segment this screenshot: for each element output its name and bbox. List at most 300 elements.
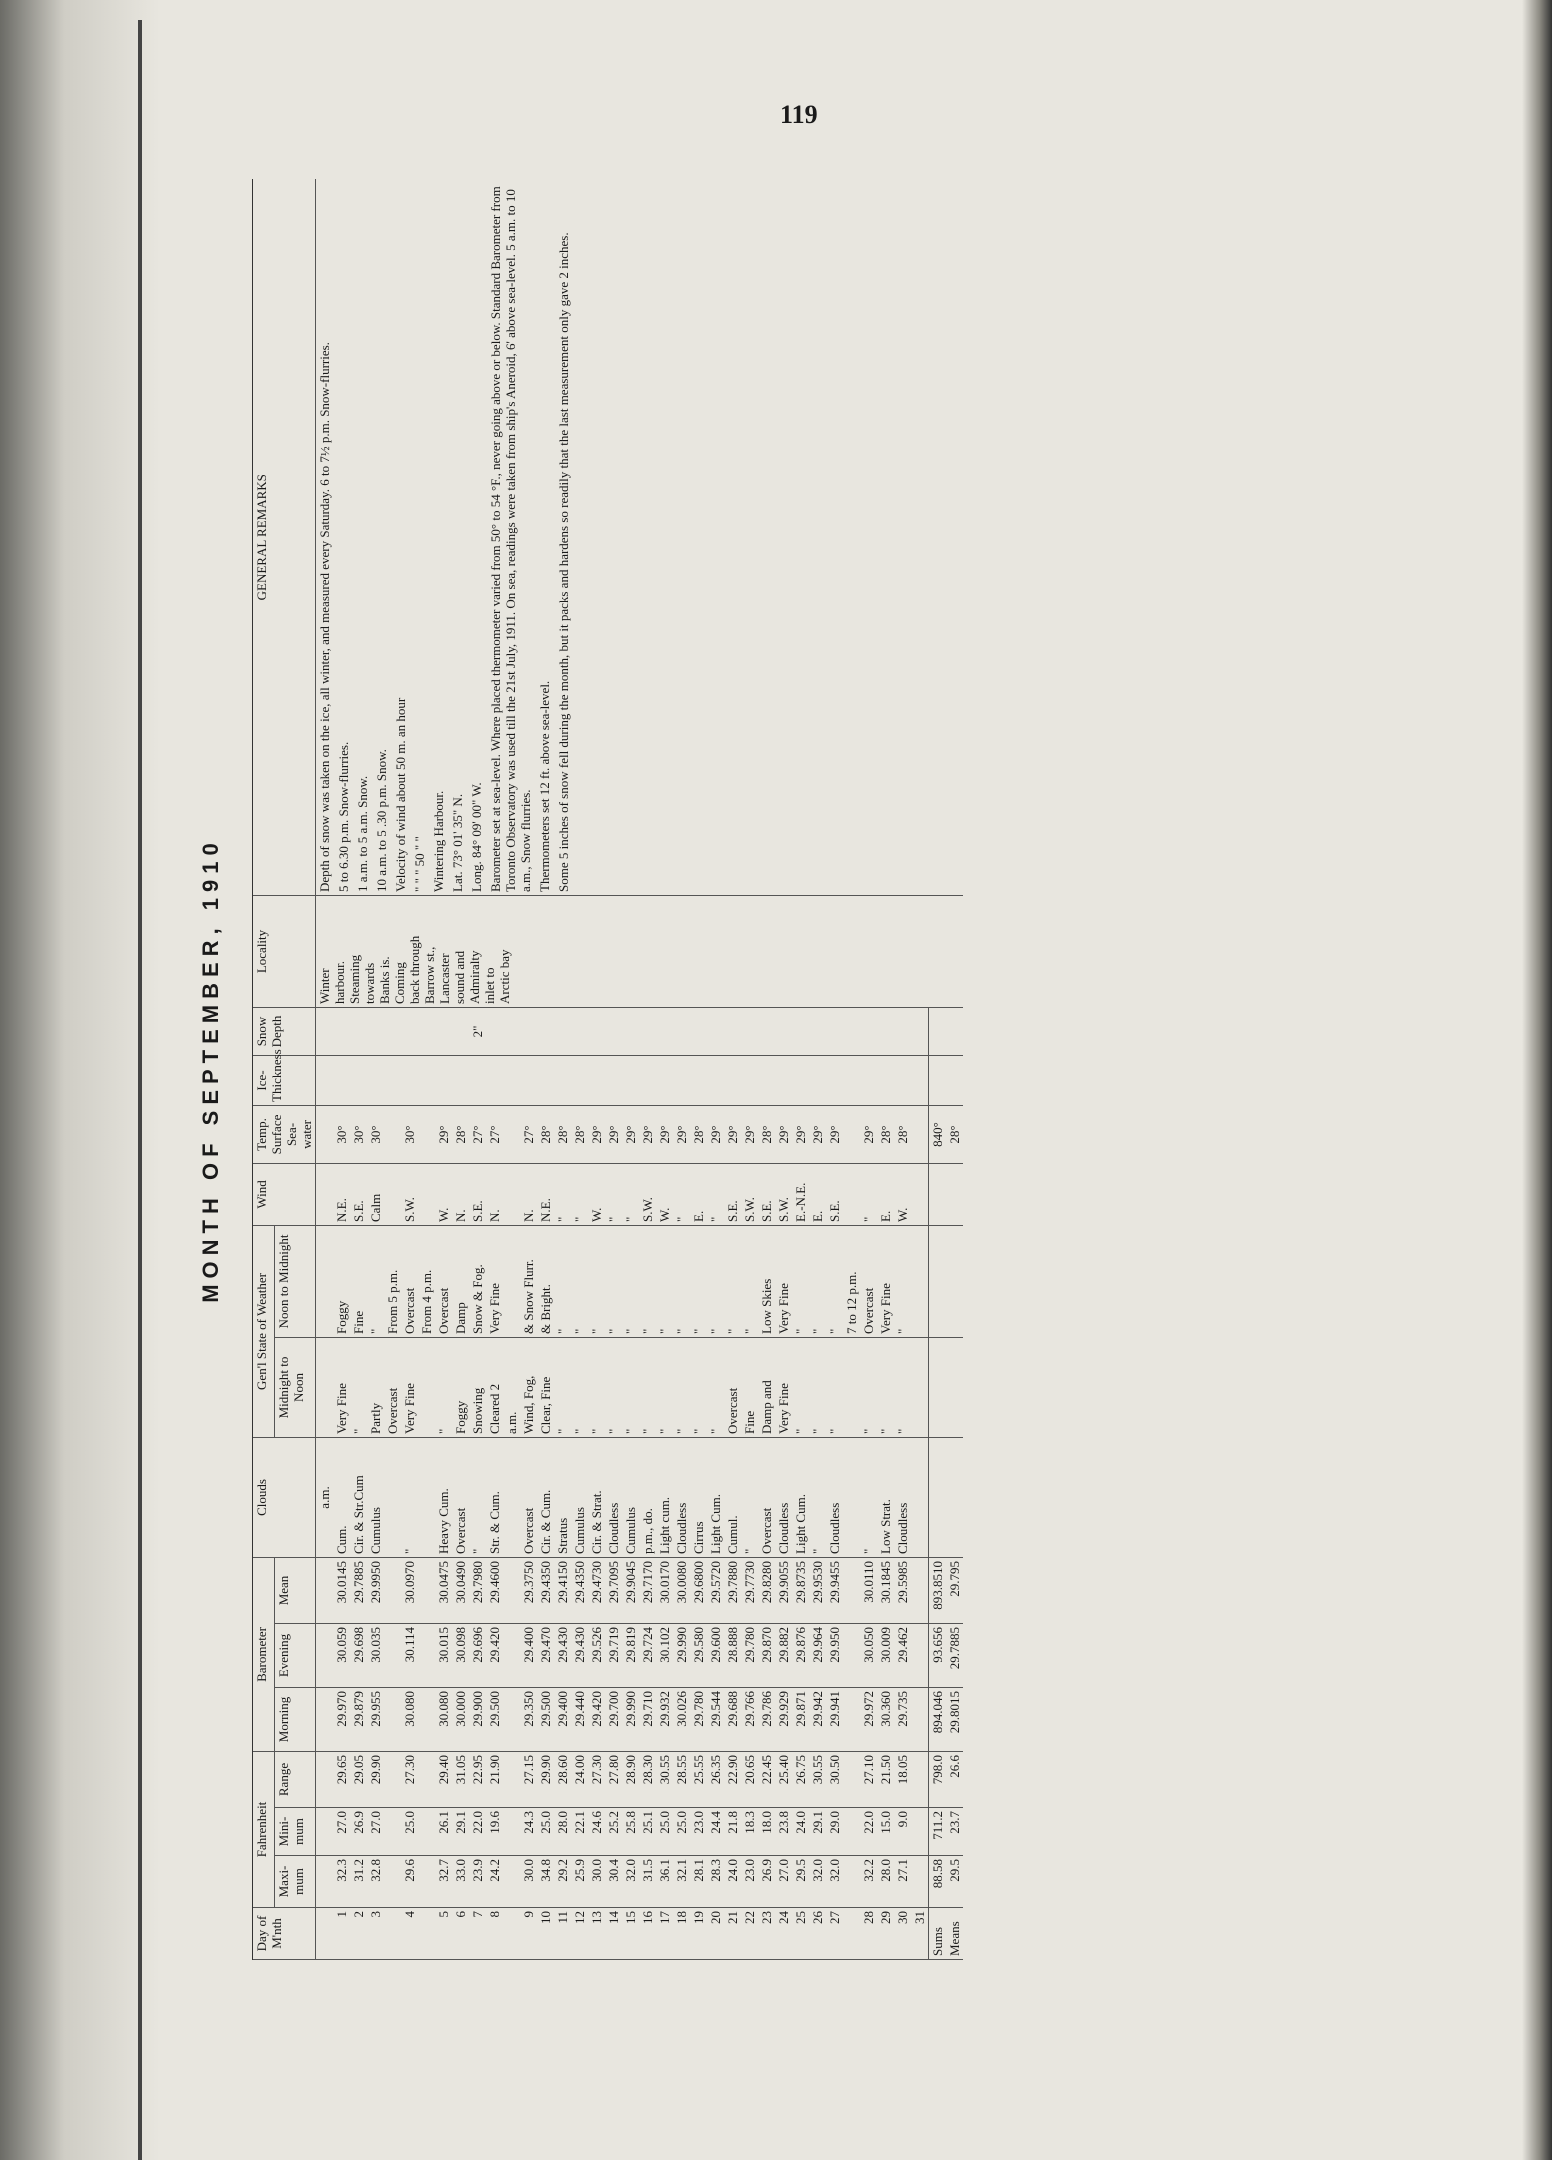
sea-temp-cell: 29° xyxy=(588,1105,605,1163)
remark-item: 5 to 6.30 p.m. Snow-flurries. xyxy=(336,741,351,892)
minimum-cell: 25.0 xyxy=(656,1808,673,1856)
minimum-cell: 27.0 xyxy=(333,1808,350,1856)
wind-cell: S.W. xyxy=(775,1163,792,1225)
range-cell: 29.40 xyxy=(435,1751,452,1807)
range-cell: 27.15 xyxy=(520,1751,537,1807)
day-cell: 5 xyxy=(435,1908,452,1960)
clouds-cell: " xyxy=(860,1437,877,1557)
weather-midnight-noon-cell: " xyxy=(554,1337,571,1437)
wind-cell: E. xyxy=(877,1163,894,1225)
snow-depth-cell xyxy=(707,1007,724,1055)
day-cell: 13 xyxy=(588,1908,605,1960)
sea-temp-cell: 29° xyxy=(775,1105,792,1163)
ice-thickness-cell xyxy=(826,1055,843,1105)
wind-cell: " xyxy=(605,1163,622,1225)
ice-thickness-cell xyxy=(639,1055,656,1105)
sea-temp-cell: 28° xyxy=(894,1105,911,1163)
barometer-morning-cell: 29.972 xyxy=(860,1687,877,1751)
wind-cell: E. xyxy=(809,1163,826,1225)
weather-midnight-noon-cell xyxy=(418,1337,435,1437)
range-cell: 27.30 xyxy=(588,1751,605,1807)
day-cell: 31 xyxy=(911,1908,929,1960)
barometer-mean-cell xyxy=(503,1557,520,1623)
day-cell: 8 xyxy=(486,1908,503,1960)
snow-depth-cell xyxy=(758,1007,775,1055)
sums-label-cell: Sums xyxy=(929,1908,947,1960)
weather-midnight-noon-cell: Cleared 2 xyxy=(486,1337,503,1437)
maximum-cell xyxy=(503,1856,520,1908)
barometer-evening-cell xyxy=(843,1623,860,1687)
range-cell: 22.45 xyxy=(758,1751,775,1807)
minimum-cell: 25.0 xyxy=(673,1808,690,1856)
weather-midnight-noon-cell: " xyxy=(809,1337,826,1437)
remark-item: Thermometers set 12 ft. above sea-level. xyxy=(537,680,552,892)
wind-cell: S.E. xyxy=(469,1163,486,1225)
weather-noon-midnight-cell: Damp xyxy=(452,1225,469,1337)
remark-item: Barometer set at sea-level. Where placed thermometer varied from 50° to 54 °F., never going above or below. Standard Barometer from Toronto Observatory was used till the 21st July, 1911. On sea, readings were taken from ship's Aneroid, 6' above sea-level. 5 a.m. to 10 a.m., Snow flurries. xyxy=(488,186,533,892)
barometer-evening-cell: 29.430 xyxy=(554,1623,571,1687)
barometer-evening-cell: 29.882 xyxy=(775,1623,792,1687)
snow-depth-cell xyxy=(401,1007,418,1055)
barometer-morning-cell xyxy=(843,1687,860,1751)
sums-blank-cell xyxy=(929,1055,947,1105)
maximum-cell: 24.2 xyxy=(486,1856,503,1908)
clouds-cell: " xyxy=(469,1437,486,1557)
weather-midnight-noon-cell: " xyxy=(605,1337,622,1437)
means-sea-cell: 28° xyxy=(946,1105,963,1163)
wind-cell: " xyxy=(622,1163,639,1225)
ice-thickness-cell xyxy=(350,1055,367,1105)
clouds-cell xyxy=(843,1437,860,1557)
weather-noon-midnight-cell: Foggy xyxy=(333,1225,350,1337)
minimum-cell: 27.0 xyxy=(367,1808,384,1856)
barometer-evening-cell: 29.698 xyxy=(350,1623,367,1687)
day-cell: 6 xyxy=(452,1908,469,1960)
day-cell: 14 xyxy=(605,1908,622,1960)
barometer-mean-cell: 29.4350 xyxy=(537,1557,554,1623)
range-cell: 26.35 xyxy=(707,1751,724,1807)
sums-min-cell: 711.2 xyxy=(929,1808,947,1856)
barometer-mean-cell: 30.0490 xyxy=(452,1557,469,1623)
weather-noon-midnight-cell: From 5 p.m. xyxy=(384,1225,401,1337)
minimum-cell: 22.0 xyxy=(469,1808,486,1856)
weather-midnight-noon-cell: " xyxy=(622,1337,639,1437)
sea-temp-cell: 29° xyxy=(724,1105,741,1163)
range-cell xyxy=(503,1751,520,1807)
wind-cell xyxy=(418,1163,435,1225)
weather-noon-midnight-cell: Overcast xyxy=(401,1225,418,1337)
day-cell: 15 xyxy=(622,1908,639,1960)
header-weather: Gen'l State of Weather xyxy=(253,1225,275,1437)
barometer-morning-cell: 29.735 xyxy=(894,1687,911,1751)
day-cell: 20 xyxy=(707,1908,724,1960)
wind-cell xyxy=(843,1163,860,1225)
wind-cell: N. xyxy=(486,1163,503,1225)
maximum-cell: 29.5 xyxy=(792,1856,809,1908)
maximum-cell xyxy=(843,1856,860,1908)
minimum-cell: 25.2 xyxy=(605,1808,622,1856)
range-cell: 21.90 xyxy=(486,1751,503,1807)
range-cell: 28.55 xyxy=(673,1751,690,1807)
clouds-cell xyxy=(384,1437,401,1557)
snow-depth-cell xyxy=(435,1007,452,1055)
maximum-cell: 29.6 xyxy=(401,1856,418,1908)
maximum-cell: 29.2 xyxy=(554,1856,571,1908)
means-blank-cell xyxy=(946,1163,963,1225)
weather-noon-midnight-cell: Overcast xyxy=(435,1225,452,1337)
barometer-evening-cell xyxy=(911,1623,929,1687)
sea-temp-cell: 29° xyxy=(435,1105,452,1163)
wind-cell: " xyxy=(571,1163,588,1225)
ice-thickness-cell xyxy=(758,1055,775,1105)
header-snow: Snow Depth xyxy=(253,1007,316,1055)
ice-thickness-cell xyxy=(401,1055,418,1105)
range-cell: 25.55 xyxy=(690,1751,707,1807)
range-cell xyxy=(843,1751,860,1807)
barometer-morning-cell: 29.688 xyxy=(724,1687,741,1751)
means-range-cell: 26.6 xyxy=(946,1751,963,1807)
maximum-cell: 30.4 xyxy=(605,1856,622,1908)
header-day: Day of M'nth xyxy=(253,1908,316,1960)
range-cell: 22.90 xyxy=(724,1751,741,1807)
wind-cell: E. xyxy=(690,1163,707,1225)
barometer-evening-cell: 29.430 xyxy=(571,1623,588,1687)
snow-depth-cell xyxy=(367,1007,384,1055)
weather-midnight-noon-cell: " xyxy=(673,1337,690,1437)
barometer-evening-cell: 30.050 xyxy=(860,1623,877,1687)
minimum-cell: 24.3 xyxy=(520,1808,537,1856)
minimum-cell: 29.1 xyxy=(809,1808,826,1856)
day-cell: 18 xyxy=(673,1908,690,1960)
ice-thickness-cell xyxy=(911,1055,929,1105)
snow-depth-cell xyxy=(571,1007,588,1055)
maximum-cell: 24.0 xyxy=(724,1856,741,1908)
sums-max-cell: 88.58 xyxy=(929,1856,947,1908)
snow-depth-cell xyxy=(486,1007,503,1055)
maximum-cell: 33.0 xyxy=(452,1856,469,1908)
snow-depth-cell xyxy=(826,1007,843,1055)
barometer-mean-cell: 29.7170 xyxy=(639,1557,656,1623)
barometer-evening-cell: 29.950 xyxy=(826,1623,843,1687)
ice-thickness-cell xyxy=(418,1055,435,1105)
clouds-cell: Str. & Cum. xyxy=(486,1437,503,1557)
barometer-morning-cell: 29.786 xyxy=(758,1687,775,1751)
clouds-cell: Cloudless xyxy=(894,1437,911,1557)
snow-depth-cell: 2" xyxy=(469,1007,486,1055)
barometer-evening-cell xyxy=(384,1623,401,1687)
means-blank-cell xyxy=(946,1007,963,1055)
ice-thickness-cell xyxy=(860,1055,877,1105)
minimum-cell: 25.8 xyxy=(622,1808,639,1856)
header-wind: Wind xyxy=(253,1163,316,1225)
barometer-mean-cell: 29.4600 xyxy=(486,1557,503,1623)
maximum-cell: 30.0 xyxy=(588,1856,605,1908)
means-mean-cell: 29.795 xyxy=(946,1557,963,1623)
means-morning-cell: 29.8015 xyxy=(946,1687,963,1751)
barometer-mean-cell: 30.0080 xyxy=(673,1557,690,1623)
minimum-cell: 23.8 xyxy=(775,1808,792,1856)
clouds-cell: Cloudless xyxy=(673,1437,690,1557)
clouds-cell: p.m., do. xyxy=(639,1437,656,1557)
sea-temp-cell: 27° xyxy=(469,1105,486,1163)
clouds-cell: " xyxy=(741,1437,758,1557)
wind-cell: N.E. xyxy=(333,1163,350,1225)
weather-noon-midnight-cell: Very Fine xyxy=(877,1225,894,1337)
wind-cell: " xyxy=(554,1163,571,1225)
ice-thickness-cell xyxy=(775,1055,792,1105)
snow-depth-cell xyxy=(809,1007,826,1055)
barometer-mean-cell xyxy=(911,1557,929,1623)
means-max-cell: 29.5 xyxy=(946,1856,963,1908)
table-body xyxy=(316,179,964,1959)
weather-midnight-noon-cell: Clear, Fine xyxy=(537,1337,554,1437)
weather-midnight-noon-cell: " xyxy=(435,1337,452,1437)
weather-noon-midnight-cell: " xyxy=(622,1225,639,1337)
barometer-evening-cell: 30.035 xyxy=(367,1623,384,1687)
snow-depth-cell xyxy=(350,1007,367,1055)
barometer-evening-cell: 29.990 xyxy=(673,1623,690,1687)
maximum-cell: 31.5 xyxy=(639,1856,656,1908)
sea-temp-cell: 30° xyxy=(350,1105,367,1163)
sums-morning-cell: 894.046 xyxy=(929,1687,947,1751)
wind-cell: S.W. xyxy=(401,1163,418,1225)
barometer-evening-cell: 30.015 xyxy=(435,1623,452,1687)
page-number: 119 xyxy=(780,100,818,129)
wind-cell: S.E. xyxy=(350,1163,367,1225)
maximum-cell: 32.3 xyxy=(333,1856,350,1908)
sea-temp-cell: 28° xyxy=(571,1105,588,1163)
range-cell: 26.75 xyxy=(792,1751,809,1807)
wind-cell: S.W. xyxy=(639,1163,656,1225)
remark-item: Wintering Harbour. xyxy=(431,790,446,892)
sea-temp-cell: 30° xyxy=(367,1105,384,1163)
sea-temp-cell: 29° xyxy=(673,1105,690,1163)
ice-thickness-cell xyxy=(741,1055,758,1105)
day-cell: 22 xyxy=(741,1908,758,1960)
barometer-morning-cell: 30.360 xyxy=(877,1687,894,1751)
barometer-evening-cell: 29.420 xyxy=(486,1623,503,1687)
barometer-evening-cell: 29.964 xyxy=(809,1623,826,1687)
snow-depth-cell xyxy=(418,1007,435,1055)
sea-temp-cell xyxy=(843,1105,860,1163)
maximum-cell: 30.0 xyxy=(520,1856,537,1908)
maximum-cell: 28.3 xyxy=(707,1856,724,1908)
day-cell xyxy=(418,1908,435,1960)
weather-noon-midnight-cell xyxy=(911,1225,929,1337)
ice-thickness-cell xyxy=(571,1055,588,1105)
sea-temp-cell: 29° xyxy=(792,1105,809,1163)
snow-depth-cell xyxy=(537,1007,554,1055)
header-noon-midnight: Noon to Midnight xyxy=(275,1225,316,1337)
wind-cell: " xyxy=(673,1163,690,1225)
means-label-cell: Means xyxy=(946,1908,963,1960)
sea-temp-cell: 28° xyxy=(877,1105,894,1163)
maximum-cell xyxy=(418,1856,435,1908)
wind-cell: " xyxy=(707,1163,724,1225)
barometer-morning-cell: 29.440 xyxy=(571,1687,588,1751)
ice-thickness-cell xyxy=(809,1055,826,1105)
barometer-evening-cell: 30.102 xyxy=(656,1623,673,1687)
wind-cell xyxy=(911,1163,929,1225)
snow-depth-cell xyxy=(792,1007,809,1055)
barometer-mean-cell: 30.0110 xyxy=(860,1557,877,1623)
maximum-cell: 34.8 xyxy=(537,1856,554,1908)
header-locality: Locality xyxy=(253,895,316,1007)
weather-midnight-noon-cell xyxy=(911,1337,929,1437)
minimum-cell: 24.4 xyxy=(707,1808,724,1856)
barometer-evening-cell xyxy=(503,1623,520,1687)
wind-cell xyxy=(503,1163,520,1225)
barometer-morning-cell: 29.941 xyxy=(826,1687,843,1751)
barometer-mean-cell: 29.3750 xyxy=(520,1557,537,1623)
snow-depth-cell xyxy=(911,1007,929,1055)
maximum-cell: 36.1 xyxy=(656,1856,673,1908)
day-cell: 24 xyxy=(775,1908,792,1960)
header-evening: Evening xyxy=(275,1623,316,1687)
minimum-cell: 21.8 xyxy=(724,1808,741,1856)
weather-noon-midnight-cell: 7 to 12 p.m. xyxy=(843,1225,860,1337)
barometer-mean-cell: 29.7885 xyxy=(350,1557,367,1623)
range-cell: 30.50 xyxy=(826,1751,843,1807)
sums-blank-cell xyxy=(929,1437,947,1557)
minimum-cell xyxy=(384,1808,401,1856)
sea-temp-cell: 29° xyxy=(809,1105,826,1163)
barometer-mean-cell xyxy=(384,1557,401,1623)
sea-temp-cell: 28° xyxy=(554,1105,571,1163)
range-cell: 22.95 xyxy=(469,1751,486,1807)
day-cell: 26 xyxy=(809,1908,826,1960)
range-cell xyxy=(384,1751,401,1807)
barometer-mean-cell: 29.4350 xyxy=(571,1557,588,1623)
sea-temp-cell: 29° xyxy=(707,1105,724,1163)
range-cell: 21.50 xyxy=(877,1751,894,1807)
barometer-mean-cell: 30.0170 xyxy=(656,1557,673,1623)
minimum-cell: 23.0 xyxy=(690,1808,707,1856)
barometer-morning-cell: 30.080 xyxy=(435,1687,452,1751)
barometer-morning-cell: 29.929 xyxy=(775,1687,792,1751)
barometer-evening-cell: 29.580 xyxy=(690,1623,707,1687)
sea-temp-cell: 29° xyxy=(860,1105,877,1163)
day-cell xyxy=(384,1908,401,1960)
barometer-morning-cell: 29.780 xyxy=(690,1687,707,1751)
maximum-cell: 23.9 xyxy=(469,1856,486,1908)
barometer-morning-cell: 29.990 xyxy=(622,1687,639,1751)
means-blank-cell xyxy=(946,1225,963,1337)
wind-cell: S.E. xyxy=(724,1163,741,1225)
sea-temp-cell xyxy=(418,1105,435,1163)
day-cell: 10 xyxy=(537,1908,554,1960)
snow-depth-cell xyxy=(775,1007,792,1055)
weather-midnight-noon-cell: " xyxy=(826,1337,843,1437)
ice-thickness-cell xyxy=(792,1055,809,1105)
snow-depth-cell xyxy=(622,1007,639,1055)
weather-noon-midnight-cell: " xyxy=(367,1225,384,1337)
sea-temp-cell xyxy=(384,1105,401,1163)
clouds-cell: Low Strat. xyxy=(877,1437,894,1557)
day-cell: 11 xyxy=(554,1908,571,1960)
minimum-cell: 9.0 xyxy=(894,1808,911,1856)
ice-thickness-cell xyxy=(486,1055,503,1105)
weather-noon-midnight-cell: " xyxy=(656,1225,673,1337)
range-cell: 30.55 xyxy=(809,1751,826,1807)
barometer-mean-cell: 29.4730 xyxy=(588,1557,605,1623)
barometer-mean-cell: 30.0145 xyxy=(333,1557,350,1623)
maximum-cell: 32.0 xyxy=(622,1856,639,1908)
wind-cell: W. xyxy=(588,1163,605,1225)
clouds-cell xyxy=(418,1437,435,1557)
means-blank-cell xyxy=(946,1437,963,1557)
wind-cell: S.E. xyxy=(826,1163,843,1225)
ice-thickness-cell xyxy=(690,1055,707,1105)
barometer-morning-cell: 29.955 xyxy=(367,1687,384,1751)
snow-depth-cell xyxy=(673,1007,690,1055)
locality-text: Winter harbour. Steaming towards Banks is. Coming back through Barrow st., Lancaster sound and Admiralty inlet to Arctic bay xyxy=(317,935,512,1004)
wind-cell: N. xyxy=(520,1163,537,1225)
day-cell: 23 xyxy=(758,1908,775,1960)
weather-midnight-noon-cell: " xyxy=(656,1337,673,1437)
maximum-cell: 28.0 xyxy=(877,1856,894,1908)
weather-noon-midnight-cell: Low Skies xyxy=(758,1225,775,1337)
barometer-mean-cell: 29.9055 xyxy=(775,1557,792,1623)
remark-item: Long. 84° 09' 00" W. xyxy=(469,782,484,892)
clouds-cell: Cumulus xyxy=(367,1437,384,1557)
day-cell: 4 xyxy=(401,1908,418,1960)
clouds-cell: Cloudless xyxy=(826,1437,843,1557)
weather-noon-midnight-cell: " xyxy=(605,1225,622,1337)
weather-midnight-noon-cell: " xyxy=(894,1337,911,1437)
barometer-morning-cell: 29.350 xyxy=(520,1687,537,1751)
weather-log-table xyxy=(252,179,963,1960)
day-cell: 16 xyxy=(639,1908,656,1960)
ice-thickness-cell xyxy=(843,1055,860,1105)
barometer-morning-cell: 29.932 xyxy=(656,1687,673,1751)
minimum-cell xyxy=(911,1808,929,1856)
weather-midnight-noon-cell: Wind, Fog, xyxy=(520,1337,537,1437)
day-cell: 1 xyxy=(333,1908,350,1960)
weather-midnight-noon-cell: " xyxy=(350,1337,367,1437)
ice-thickness-cell xyxy=(435,1055,452,1105)
weather-midnight-noon-cell: Very Fine xyxy=(401,1337,418,1437)
barometer-morning-cell: 29.544 xyxy=(707,1687,724,1751)
sea-temp-cell: 28° xyxy=(758,1105,775,1163)
remark-item: Some 5 inches of snow fell during the month, but it packs and hardens so readily that the last measurement only gave 2 inches. xyxy=(556,232,571,892)
barometer-evening-cell: 30.059 xyxy=(333,1623,350,1687)
header-ice: Ice-Thickness xyxy=(253,1055,316,1105)
locality-cell xyxy=(316,895,964,1007)
wind-cell xyxy=(384,1163,401,1225)
barometer-evening-cell: 30.098 xyxy=(452,1623,469,1687)
binding-spine xyxy=(138,20,142,2160)
clouds-cell: " xyxy=(401,1437,418,1557)
weather-noon-midnight-cell: " xyxy=(724,1225,741,1337)
header-minimum: Mini-mum xyxy=(275,1808,316,1856)
sea-temp-cell: 29° xyxy=(622,1105,639,1163)
sums-mean-cell: 893.8510 xyxy=(929,1557,947,1623)
barometer-evening-cell: 30.114 xyxy=(401,1623,418,1687)
header-remarks: GENERAL REMARKS xyxy=(253,179,316,895)
snow-depth-cell xyxy=(690,1007,707,1055)
weather-noon-midnight-cell: Very Fine xyxy=(486,1225,503,1337)
wind-cell: W. xyxy=(435,1163,452,1225)
weather-noon-midnight-cell: " xyxy=(554,1225,571,1337)
sums-blank-cell xyxy=(929,1007,947,1055)
remark-item: Lat. 73° 01' 35" N. xyxy=(450,793,465,892)
weather-noon-midnight-cell: " xyxy=(826,1225,843,1337)
barometer-mean-cell: 29.8280 xyxy=(758,1557,775,1623)
sea-temp-cell: 27° xyxy=(486,1105,503,1163)
maximum-cell: 32.2 xyxy=(860,1856,877,1908)
barometer-evening-cell: 29.470 xyxy=(537,1623,554,1687)
